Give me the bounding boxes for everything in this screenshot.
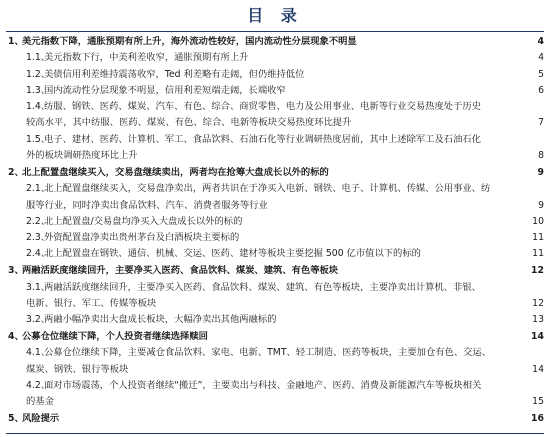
toc-page-number: 16 (531, 413, 544, 425)
toc-subsection[interactable] (0, 282, 550, 295)
toc-continuation[interactable] (0, 200, 550, 213)
toc-section[interactable] (0, 36, 550, 49)
toc-subsection[interactable] (0, 134, 550, 147)
toc-entry-text: 外资配置盘净卖出贵州茅台及白酒板块主要标的 (44, 232, 240, 244)
toc-number: 2.2、 (26, 215, 51, 227)
toc-section[interactable] (0, 331, 550, 344)
toc-subsection[interactable] (0, 232, 550, 245)
toc-continuation[interactable] (0, 396, 550, 409)
toc-continuation[interactable] (0, 364, 550, 377)
toc-number: 2、 (8, 166, 24, 178)
toc-entry-text: 外的板块调研热度环比上升 (26, 150, 138, 162)
toc-number: 1.2、 (26, 68, 51, 80)
toc-section[interactable] (0, 265, 550, 278)
toc-page-number: 12 (532, 297, 544, 309)
toc-entry-text: 两融活跃度继续回升，主要净买入医药、食品饮料、煤炭、建筑、有色等板块，主要净卖出计算机、非银、 (44, 281, 481, 293)
toc-entry-text: 电新、银行、军工、传媒等板块 (26, 297, 157, 309)
toc-subsection[interactable] (0, 216, 550, 229)
toc-entry-text: 煤炭、钢铁、银行等板块 (26, 363, 129, 375)
toc-entry-text: 纺服、钢铁、医药、煤炭、汽车、有色、综合、商贸零售、电力及公用事业、电新等行业交易热度处于历史 (44, 101, 481, 113)
toc-title: 目 录 (247, 6, 303, 25)
toc-subsection[interactable] (0, 85, 550, 98)
toc-page-number: 14 (531, 331, 544, 343)
toc-page-number: 4 (537, 36, 544, 47)
toc-number: 1、 (8, 36, 24, 47)
toc-number: 3.1、 (26, 281, 51, 293)
toc-subsection[interactable] (0, 69, 550, 82)
toc-entry-text: 北上配置盘/交易盘均净买入大盘成长以外的标的 (44, 215, 243, 227)
toc-entry-text: 较高水平，其中纺服、医药、煤炭、有色、综合、电新等板块交易热度环比提升 (26, 117, 352, 129)
toc-section[interactable] (0, 167, 550, 180)
toc-subsection[interactable] (0, 380, 550, 393)
toc-subsection[interactable] (0, 183, 550, 196)
toc-number: 4.1、 (26, 347, 51, 359)
toc-number: 1.4、 (26, 101, 51, 113)
table-of-contents (0, 36, 550, 426)
toc-continuation[interactable] (0, 298, 550, 311)
toc-entry-text: 面对市场震荡，个人投资者继续“搬迁”，主要卖出与科技、金融地产、医药、消费及新能源汽车等板块相关 (44, 380, 482, 392)
title-divider (6, 31, 544, 32)
bottom-divider (6, 433, 544, 434)
toc-subsection[interactable] (0, 101, 550, 114)
toc-subsection[interactable] (0, 314, 550, 327)
toc-entry-text: 北上配置盘继续买入，交易盘净卖出，两者共识在于净买入电新、钢铁、电子、计算机、传媒、公用事业、纺 (44, 183, 491, 195)
toc-continuation[interactable] (0, 150, 550, 163)
toc-number: 1.3、 (26, 84, 51, 96)
toc-number: 3、 (8, 265, 24, 277)
toc-entry-text: 两融小幅净卖出大盘成长板块，大幅净卖出其他两融标的 (44, 314, 277, 326)
toc-section[interactable] (0, 413, 550, 426)
toc-page-number: 11 (532, 232, 544, 244)
toc-entry-text: 的基金 (26, 396, 54, 408)
toc-page-number: 5 (538, 68, 544, 80)
toc-number: 5、 (8, 413, 24, 425)
toc-page-number: 9 (538, 199, 544, 211)
toc-entry-text: 美债信用利差维持震荡收窄，Ted 利差略有走阔，但仍维持低位 (44, 68, 305, 80)
toc-number: 4、 (8, 331, 24, 343)
toc-subsection[interactable] (0, 347, 550, 360)
toc-page-number: 6 (538, 84, 544, 96)
toc-number: 1.1、 (26, 52, 51, 64)
toc-continuation[interactable] (0, 117, 550, 130)
toc-number: 4.2、 (26, 380, 51, 392)
toc-entry-text: 电子、建材、医药、计算机、军工、食品饮料、石油石化等行业调研热度居前，其中上述除军工及石油石化 (44, 133, 481, 145)
toc-page-number: 11 (532, 248, 544, 260)
toc-page-number: 8 (538, 150, 544, 162)
toc-number: 3.2、 (26, 314, 51, 326)
toc-page-number: 14 (532, 363, 544, 375)
toc-page-number: 7 (538, 117, 544, 129)
toc-entry-text: 公募仓位继续下降，个人投资者继续选择赎回 (22, 331, 208, 343)
toc-entry-text: 美元指数下降，通胀预期有所上升，海外流动性较好，国内流动性分层现象不明显 (22, 36, 357, 47)
toc-subsection[interactable] (0, 52, 550, 65)
toc-number: 2.3、 (26, 232, 51, 244)
toc-page-number: 4 (538, 52, 544, 64)
toc-entry-text: 国内流动性分层现象不明显，信用利差短端走阔，长端收窄 (44, 84, 286, 96)
toc-entry-text: 北上配置盘继续买入，交易盘继续卖出，两者均在抢筹大盘成长以外的标的 (22, 166, 329, 178)
toc-page-number: 13 (532, 314, 544, 326)
toc-entry-text: 服等行业，同时净卖出食品饮料、汽车、消费者服务等行业 (26, 199, 268, 211)
toc-entry-text: 公募仓位继续下降，主要减仓食品饮料、家电、电新、TMT、轻工制造、医药等板块，主要加仓有色、交运、 (44, 347, 492, 359)
toc-entry-text: 两融活跃度继续回升，主要净买入医药、食品饮料、煤炭、建筑、有色等板块 (22, 265, 339, 277)
toc-page-number: 15 (532, 396, 544, 408)
toc-subsection[interactable] (0, 248, 550, 261)
toc-page-number: 10 (532, 215, 544, 227)
toc-number: 2.4、 (26, 248, 51, 260)
toc-entry-text: 风险提示 (22, 413, 60, 425)
toc-page-number: 12 (531, 265, 544, 277)
toc-page-number: 9 (537, 166, 544, 178)
toc-entry-text: 北上配置盘在钢铁、通信、机械、交运、医药、建材等板块主要挖掘 500 亿市值以下的标的 (44, 248, 421, 260)
toc-number: 1.5、 (26, 133, 51, 145)
toc-number: 2.1、 (26, 183, 51, 195)
toc-entry-text: 美元指数下行，中美利差收窄，通胀预期有所上升 (44, 52, 249, 64)
